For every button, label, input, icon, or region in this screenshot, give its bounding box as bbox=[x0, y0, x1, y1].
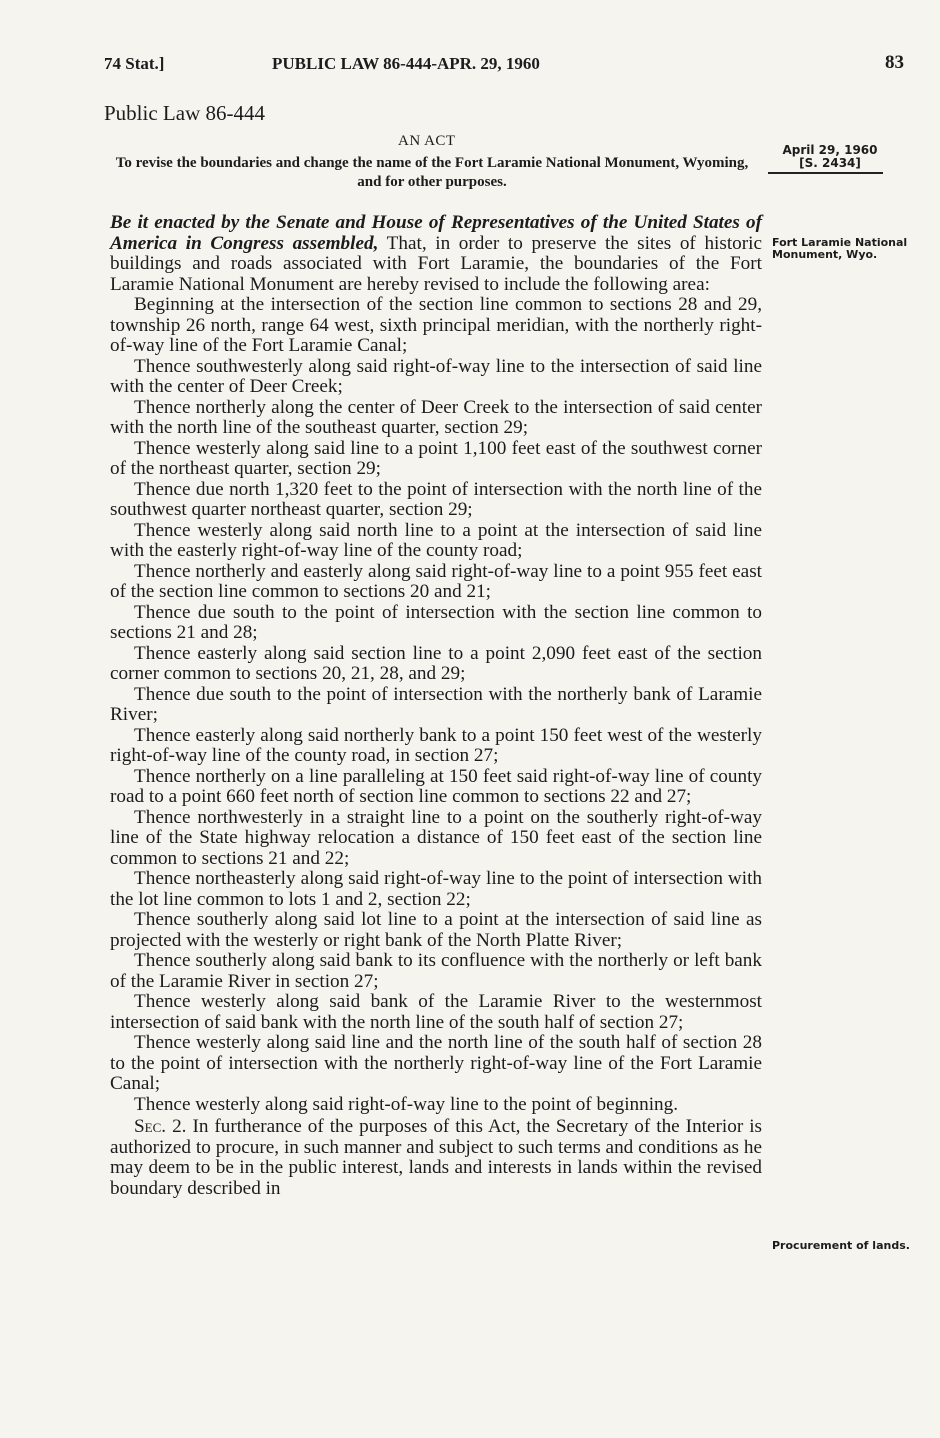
enacting-clause: Be it enacted by the Senate and House of Representatives of the United States of America in Congress assembled, bbox=[110, 212, 762, 254]
margin-note-procurement: Procurement of lands. bbox=[772, 1239, 910, 1252]
boundary-paragraph: Thence southwesterly along said right-of-way line to the intersection of said line with the center of Deer Creek; bbox=[110, 355, 762, 397]
boundary-paragraph: Thence due north 1,320 feet to the point of intersection with the north line of the southwest quarter northeast quarter, section 29; bbox=[110, 478, 762, 520]
boundary-paragraph: Thence easterly along said northerly bank to a point 150 feet west of the westerly right-of-way line of the county road, in section 27; bbox=[110, 724, 762, 766]
act-body bbox=[110, 213, 762, 1199]
boundary-paragraph: Thence westerly along said bank of the Laramie River to the westernmost intersection of said bank with the north line of the south half of section 27; bbox=[110, 991, 762, 1033]
enacting-paragraph bbox=[110, 213, 762, 295]
boundary-paragraph: Beginning at the intersection of the section line common to sections 28 and 29, township 26 north, range 64 west, sixth principal meridian, with the northerly right-of-way line of the Fort Laramie Canal; bbox=[110, 294, 762, 356]
boundary-paragraph: Thence southerly along said lot line to a point at the intersection of said line as projected with the westerly or right bank of the North Platte River; bbox=[110, 909, 762, 951]
header-statute-ref: 74 Stat.] bbox=[104, 54, 165, 73]
section-2-text: In furtherance of the purposes of this Act, the Secretary of the Interior is authorized to procure, in such manner and subject to such terms and conditions as he may deem to be in the public interest, lands and interests in lands within the revised boundary described in bbox=[110, 1116, 762, 1199]
law-title: Public Law 86-444 bbox=[104, 101, 265, 125]
boundary-paragraph: Thence easterly along said section line to a point 2,090 feet east of the section corner common to sections 20, 21, 28, and 29; bbox=[110, 642, 762, 684]
enacting-intro: That, in order to preserve the sites of historic buildings and roads associated with Fort Laramie, the boundaries of the Fort Laramie National Monument are hereby revised to include the following area: bbox=[110, 232, 762, 295]
boundary-paragraph: Thence northerly on a line paralleling at 150 feet said right-of-way line of county road to a point 660 feet north of section line common to sections 22 and 27; bbox=[110, 765, 762, 807]
section-2-paragraph bbox=[110, 1117, 762, 1199]
boundary-paragraph: Thence westerly along said line and the north line of the south half of section 28 to the point of intersection with the northerly right-of-way line of the Fort Laramie Canal; bbox=[110, 1032, 762, 1094]
boundary-paragraph: Thence southerly along said bank to its confluence with the northerly or left bank of the Laramie River in section 27; bbox=[110, 950, 762, 992]
act-heading: AN ACT bbox=[398, 133, 456, 149]
boundary-paragraph: Thence westerly along said line to a point 1,100 feet east of the southwest corner of the northeast quarter, section 29; bbox=[110, 437, 762, 479]
margin-date-block bbox=[770, 144, 890, 170]
header-law-date: PUBLIC LAW 86-444-APR. 29, 1960 bbox=[272, 54, 540, 73]
boundary-paragraph: Thence due south to the point of intersection with the northerly bank of Laramie River; bbox=[110, 683, 762, 725]
margin-note-monument: Fort Laramie National Monument, Wyo. bbox=[772, 236, 908, 261]
boundary-paragraph: Thence westerly along said right-of-way line to the point of beginning. bbox=[134, 1093, 679, 1115]
boundary-paragraph: Thence northerly and easterly along said right-of-way line to a point 955 feet east of the section line common to sections 20 and 21; bbox=[110, 560, 762, 602]
margin-date: April 29, 1960 bbox=[782, 143, 878, 157]
margin-bill-number: [S. 2434] bbox=[799, 156, 861, 170]
boundary-paragraph: Thence northwesterly in a straight line to a point on the southerly right-of-way line of the State highway relocation a distance of 150 feet east of the section line common to sections 21 and 22; bbox=[110, 806, 762, 869]
page-number: 83 bbox=[885, 52, 904, 73]
boundary-paragraph: Thence westerly along said north line to a point at the intersection of said line with the easterly right-of-way line of the county road; bbox=[110, 519, 762, 561]
section-2-label: Sec. 2. bbox=[134, 1116, 187, 1137]
boundary-paragraph: Thence due south to the point of intersection with the section line common to sections 21 and 28; bbox=[110, 601, 762, 643]
boundary-paragraph: Thence northerly along the center of Deer Creek to the intersection of said center with the north line of the southeast quarter, section 29; bbox=[110, 396, 762, 438]
act-purpose: To revise the boundaries and change the name of the Fort Laramie National Monument, Wyoming, and for other purposes. bbox=[115, 155, 749, 190]
boundary-paragraph: Thence northeasterly along said right-of-way line to the point of intersection with the lot line common to lots 1 and 2, section 22; bbox=[110, 868, 762, 910]
running-header bbox=[104, 54, 904, 78]
margin-divider bbox=[768, 172, 883, 174]
